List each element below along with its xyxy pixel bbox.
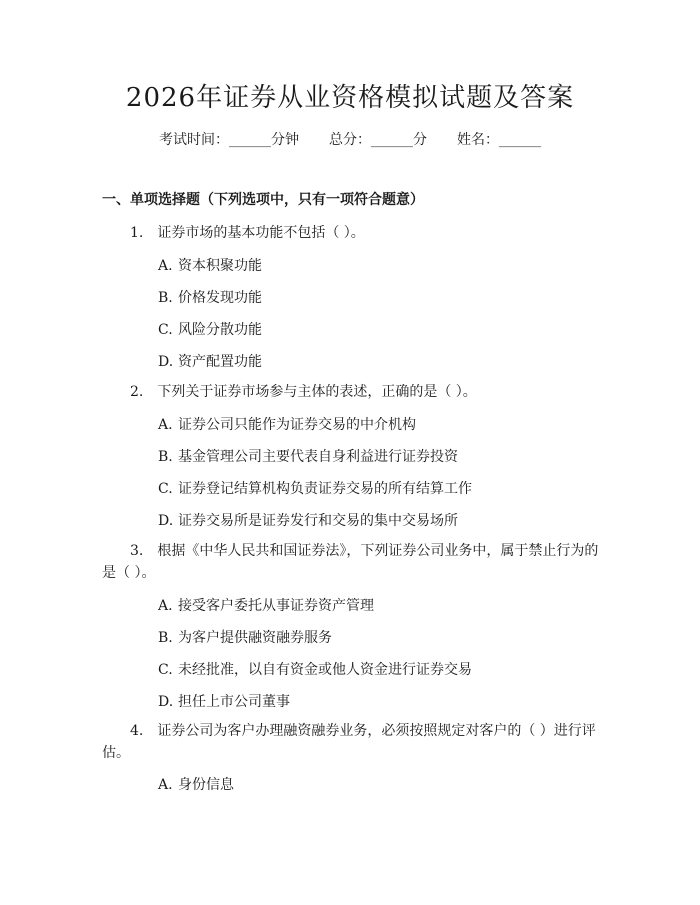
document-title: 2026年证券从业资格模拟试题及答案	[125, 83, 575, 113]
exam-name: 姓名：______	[457, 132, 541, 148]
option-text: 风险分散功能	[178, 322, 262, 338]
option-letter: C.	[158, 322, 173, 338]
option	[158, 660, 472, 680]
option	[158, 692, 290, 712]
exam-time: 考试时间：______分钟	[159, 132, 299, 148]
option	[158, 479, 472, 499]
option-text: 身份信息	[178, 777, 234, 793]
exam-meta	[0, 130, 700, 150]
option-letter: B.	[158, 290, 173, 306]
option-text: 接受客户委托从事证券资产管理	[178, 598, 374, 614]
option-text: 未经批准，以自有资金或他人资金进行证券交易	[178, 662, 472, 678]
question-stem: 1. 证券市场的基本功能不包括（ ）。	[130, 225, 365, 241]
option-text: 价格发现功能	[178, 290, 262, 306]
exam-score: 总分：______分	[329, 132, 427, 148]
option	[158, 415, 416, 435]
question-4	[102, 720, 602, 764]
option-letter: A.	[158, 777, 173, 793]
question-stem: 3. 根据《中华人民共和国证券法》，下列证券公司业务中，属于禁止行为的是（ ）。	[102, 543, 599, 581]
option	[158, 320, 262, 340]
option-letter: B.	[158, 630, 173, 646]
option	[158, 628, 332, 648]
question-1	[102, 222, 602, 244]
option	[158, 775, 234, 795]
question-2	[102, 381, 602, 403]
question-stem: 2. 下列关于证券市场参与主体的表述，正确的是（ ）。	[130, 384, 477, 400]
option-letter: D.	[158, 513, 174, 529]
option-letter: A.	[158, 598, 173, 614]
option-text: 资产配置功能	[178, 354, 262, 370]
option-text: 证券登记结算机构负责证券交易的所有结算工作	[178, 481, 472, 497]
option	[158, 352, 262, 372]
option	[158, 256, 262, 276]
option-letter: C.	[158, 481, 173, 497]
option-text: 基金管理公司主要代表自身利益进行证券投资	[178, 449, 458, 465]
section-heading: 一、单项选择题（下列选项中，只有一项符合题意）	[102, 192, 424, 208]
option-text: 证券交易所是证券发行和交易的集中交易场所	[178, 513, 458, 529]
option	[158, 447, 458, 467]
option-letter: A.	[158, 258, 173, 274]
option	[158, 596, 374, 616]
option-text: 资本积聚功能	[178, 258, 262, 274]
option	[158, 511, 458, 531]
option-letter: D.	[158, 694, 174, 710]
option-letter: B.	[158, 449, 173, 465]
option-letter: C.	[158, 662, 173, 678]
option	[158, 288, 262, 308]
option-letter: A.	[158, 417, 173, 433]
option-text: 担任上市公司董事	[178, 694, 290, 710]
option-letter: D.	[158, 354, 174, 370]
option-text: 为客户提供融资融券服务	[178, 630, 332, 646]
question-stem: 4. 证券公司为客户办理融资融券业务，必须按照规定对客户的（ ）进行评估。	[102, 723, 596, 761]
question-3	[102, 540, 602, 584]
option-text: 证券公司只能作为证券交易的中介机构	[178, 417, 416, 433]
